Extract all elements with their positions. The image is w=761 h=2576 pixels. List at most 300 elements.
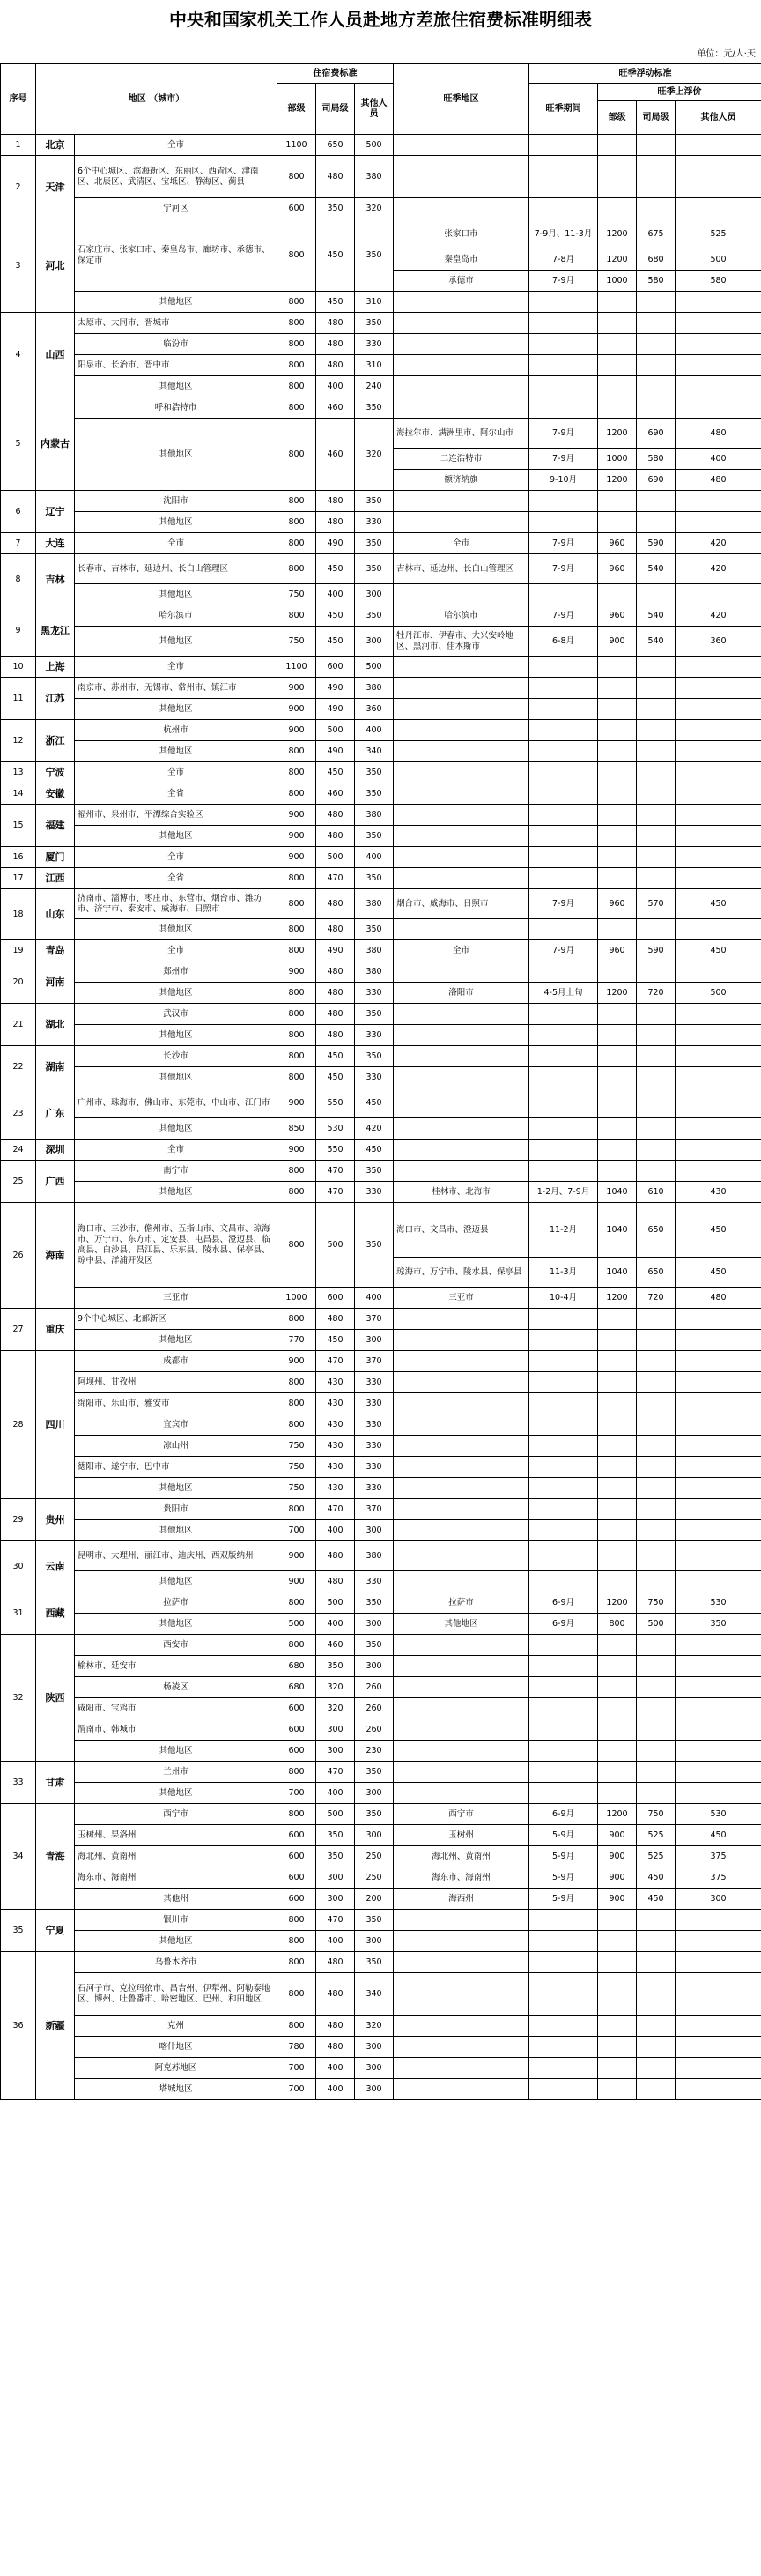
row-empty-cell [394, 334, 529, 355]
row-others: 380 [355, 156, 394, 198]
row-peak-minister: 900 [598, 1889, 637, 1910]
row-peak-region: 桂林市、北海市 [394, 1182, 529, 1203]
table-row [1, 919, 761, 940]
row-city: 其他地区 [75, 1783, 277, 1804]
row-empty-cell [598, 1118, 637, 1140]
row-empty-cell [529, 1635, 598, 1656]
row-province: 河北 [36, 219, 75, 313]
row-empty-cell [394, 868, 529, 889]
row-province: 新疆 [36, 1952, 75, 2100]
row-city: 其他地区 [75, 1614, 277, 1635]
row-empty-cell [529, 1067, 598, 1088]
row-province: 上海 [36, 657, 75, 678]
row-peak-region: 玉树州 [394, 1825, 529, 1846]
row-empty-cell [637, 1541, 676, 1571]
row-minister: 800 [277, 1414, 316, 1436]
row-empty-cell [676, 783, 761, 805]
row-empty-cell [598, 699, 637, 720]
row-peak-period: 6-9月 [529, 1614, 598, 1635]
row-empty-cell [676, 741, 761, 762]
row-bureau: 480 [316, 1541, 355, 1571]
row-city: 凉山州 [75, 1436, 277, 1457]
row-province: 贵州 [36, 1499, 75, 1541]
row-empty-cell [676, 1478, 761, 1499]
row-peak-bureau: 540 [637, 605, 676, 627]
row-empty-cell [676, 1499, 761, 1520]
row-empty-cell [529, 1931, 598, 1952]
table-row [1, 512, 761, 533]
row-city: 其他地区 [75, 1330, 277, 1351]
row-minister: 800 [277, 219, 316, 292]
row-empty-cell [637, 584, 676, 605]
row-empty-cell [637, 1067, 676, 1088]
row-empty-cell [529, 1414, 598, 1436]
row-empty-cell [637, 762, 676, 783]
row-bureau: 430 [316, 1436, 355, 1457]
row-province: 江西 [36, 868, 75, 889]
row-bureau: 500 [316, 1203, 355, 1288]
row-city: 海北州、黄南州 [75, 1846, 277, 1867]
row-city: 其他地区 [75, 1571, 277, 1592]
table-row [1, 762, 761, 783]
row-minister: 800 [277, 783, 316, 805]
row-province: 山西 [36, 313, 75, 397]
lodging-standard-table [0, 63, 761, 2100]
table-row [1, 419, 761, 449]
row-others: 330 [355, 1025, 394, 1046]
row-city: 临汾市 [75, 334, 277, 355]
table-row [1, 1541, 761, 1571]
row-bureau: 480 [316, 1952, 355, 1973]
row-empty-cell [637, 1741, 676, 1762]
row-empty-cell [676, 1719, 761, 1741]
row-empty-cell [598, 2079, 637, 2100]
row-city: 克州 [75, 2016, 277, 2037]
row-empty-cell [598, 961, 637, 983]
row-minister: 800 [277, 554, 316, 584]
unit-note: 单位：元/人·天 [697, 49, 756, 59]
row-minister: 800 [277, 1372, 316, 1393]
row-empty-cell [598, 847, 637, 868]
row-empty-cell [529, 135, 598, 156]
row-peak-region: 洛阳市 [394, 983, 529, 1004]
row-others: 380 [355, 805, 394, 826]
row-others: 330 [355, 1478, 394, 1499]
row-empty-cell [394, 1330, 529, 1351]
header-peak-minister: 部级 [598, 101, 637, 135]
row-city: 广州市、珠海市、佛山市、东莞市、中山市、江门市 [75, 1088, 277, 1118]
row-others: 310 [355, 292, 394, 313]
row-empty-cell [598, 491, 637, 512]
row-peak-region: 西宁市 [394, 1804, 529, 1825]
row-empty-cell [598, 805, 637, 826]
row-empty-cell [637, 1088, 676, 1118]
row-city: 昆明市、大理州、丽江市、迪庆州、西双版纳州 [75, 1541, 277, 1571]
table-row [1, 1118, 761, 1140]
row-bureau: 480 [316, 313, 355, 334]
row-others: 380 [355, 1541, 394, 1571]
row-minister: 800 [277, 292, 316, 313]
table-row [1, 355, 761, 376]
row-city: 其他地区 [75, 1118, 277, 1140]
row-minister: 800 [277, 533, 316, 554]
row-empty-cell [637, 1719, 676, 1741]
row-bureau: 450 [316, 1046, 355, 1067]
row-empty-cell [676, 1571, 761, 1592]
row-minister: 900 [277, 805, 316, 826]
row-minister: 800 [277, 940, 316, 961]
row-empty-cell [529, 1140, 598, 1161]
row-minister: 600 [277, 1719, 316, 1741]
table-row [1, 741, 761, 762]
row-empty-cell [637, 1698, 676, 1719]
row-empty-cell [529, 1309, 598, 1330]
row-bureau: 460 [316, 419, 355, 491]
row-bureau: 400 [316, 584, 355, 605]
row-peak-period: 5-9月 [529, 1889, 598, 1910]
row-empty-cell [529, 334, 598, 355]
row-empty-cell [394, 720, 529, 741]
row-empty-cell [598, 1656, 637, 1677]
row-empty-cell [529, 1541, 598, 1571]
row-bureau: 450 [316, 1330, 355, 1351]
row-others: 300 [355, 1520, 394, 1541]
row-minister: 1000 [277, 1288, 316, 1309]
row-city: 其他地区 [75, 1931, 277, 1952]
row-empty-cell [637, 2016, 676, 2037]
row-city: 海东市、海南州 [75, 1867, 277, 1889]
row-bureau: 650 [316, 135, 355, 156]
table-row [1, 889, 761, 919]
row-others: 350 [355, 919, 394, 940]
row-peak-period: 5-9月 [529, 1846, 598, 1867]
header-peak-float: 旺季浮动标准 [529, 64, 761, 84]
row-city: 咸阳市、宝鸡市 [75, 1698, 277, 1719]
row-others: 350 [355, 762, 394, 783]
row-empty-cell [676, 678, 761, 699]
row-city: 其他地区 [75, 741, 277, 762]
row-bureau: 480 [316, 1571, 355, 1592]
row-others: 360 [355, 699, 394, 720]
row-city: 阿坝州、甘孜州 [75, 1372, 277, 1393]
table-row [1, 1867, 761, 1889]
row-seq: 7 [1, 533, 36, 554]
row-peak-minister: 1000 [598, 449, 637, 470]
row-empty-cell [598, 783, 637, 805]
row-others: 370 [355, 1309, 394, 1330]
row-empty-cell [529, 1571, 598, 1592]
row-empty-cell [529, 720, 598, 741]
row-empty-cell [676, 1414, 761, 1436]
row-minister: 800 [277, 1393, 316, 1414]
row-empty-cell [598, 584, 637, 605]
row-bureau: 480 [316, 1309, 355, 1330]
row-minister: 750 [277, 1457, 316, 1478]
row-others: 350 [355, 491, 394, 512]
row-empty-cell [676, 961, 761, 983]
row-peak-region: 二连浩特市 [394, 449, 529, 470]
row-bureau: 450 [316, 219, 355, 292]
row-peak-bureau: 750 [637, 1804, 676, 1825]
row-empty-cell [676, 720, 761, 741]
row-empty-cell [394, 919, 529, 940]
row-minister: 600 [277, 1741, 316, 1762]
row-bureau: 450 [316, 1067, 355, 1088]
row-empty-cell [676, 847, 761, 868]
row-city: 其他地区 [75, 292, 277, 313]
row-province: 湖南 [36, 1046, 75, 1088]
row-city: 全市 [75, 657, 277, 678]
row-city: 其他地区 [75, 1067, 277, 1088]
row-empty-cell [676, 1677, 761, 1698]
row-minister: 800 [277, 491, 316, 512]
row-city: 玉树州、果洛州 [75, 1825, 277, 1846]
row-peak-minister: 960 [598, 605, 637, 627]
table-row [1, 720, 761, 741]
row-empty-cell [394, 1520, 529, 1541]
row-empty-cell [529, 847, 598, 868]
row-empty-cell [676, 657, 761, 678]
row-empty-cell [637, 1140, 676, 1161]
row-minister: 1100 [277, 657, 316, 678]
row-city: 其他地区 [75, 1520, 277, 1541]
row-city: 其他地区 [75, 826, 277, 847]
row-peak-region: 牡丹江市、伊春市、大兴安岭地区、黑河市、佳木斯市 [394, 627, 529, 657]
row-peak-period: 7-9月 [529, 271, 598, 292]
row-minister: 900 [277, 826, 316, 847]
table-row [1, 1614, 761, 1635]
row-empty-cell [637, 1478, 676, 1499]
row-peak-minister: 900 [598, 1867, 637, 1889]
row-empty-cell [637, 1952, 676, 1973]
table-row [1, 1004, 761, 1025]
row-empty-cell [676, 1741, 761, 1762]
row-peak-others: 480 [676, 419, 761, 449]
row-peak-period: 7-9月 [529, 940, 598, 961]
row-bureau: 400 [316, 376, 355, 397]
row-peak-minister: 900 [598, 1846, 637, 1867]
row-others: 400 [355, 847, 394, 868]
row-empty-cell [637, 1656, 676, 1677]
row-others: 350 [355, 605, 394, 627]
row-others: 330 [355, 512, 394, 533]
row-province: 安徽 [36, 783, 75, 805]
row-bureau: 400 [316, 2058, 355, 2079]
row-city: 拉萨市 [75, 1592, 277, 1614]
row-peak-others: 375 [676, 1867, 761, 1889]
row-bureau: 400 [316, 1931, 355, 1952]
row-seq: 4 [1, 313, 36, 397]
row-province: 湖北 [36, 1004, 75, 1046]
row-seq: 21 [1, 1004, 36, 1046]
row-minister: 800 [277, 1804, 316, 1825]
row-others: 300 [355, 1931, 394, 1952]
row-minister: 800 [277, 1592, 316, 1614]
row-city: 沈阳市 [75, 491, 277, 512]
row-bureau: 480 [316, 2016, 355, 2037]
row-peak-region: 全市 [394, 940, 529, 961]
row-empty-cell [529, 762, 598, 783]
row-empty-cell [598, 868, 637, 889]
row-minister: 800 [277, 156, 316, 198]
table-row [1, 135, 761, 156]
row-city: 长沙市 [75, 1046, 277, 1067]
row-peak-minister: 1200 [598, 1804, 637, 1825]
row-seq: 27 [1, 1309, 36, 1351]
row-peak-bureau: 525 [637, 1825, 676, 1846]
row-empty-cell [637, 1910, 676, 1931]
row-empty-cell [394, 1372, 529, 1393]
row-bureau: 480 [316, 1973, 355, 2016]
row-city: 宁河区 [75, 198, 277, 219]
row-others: 350 [355, 1161, 394, 1182]
row-empty-cell [394, 1436, 529, 1457]
row-minister: 900 [277, 1541, 316, 1571]
row-empty-cell [598, 1457, 637, 1478]
row-others: 300 [355, 1783, 394, 1804]
row-city: 其他地区 [75, 376, 277, 397]
row-city: 成都市 [75, 1351, 277, 1372]
row-peak-period: 11-3月 [529, 1258, 598, 1288]
row-minister: 1100 [277, 135, 316, 156]
row-empty-cell [637, 355, 676, 376]
row-empty-cell [637, 1677, 676, 1698]
row-minister: 680 [277, 1677, 316, 1698]
row-empty-cell [529, 491, 598, 512]
row-empty-cell [637, 135, 676, 156]
row-empty-cell [394, 1351, 529, 1372]
table-row [1, 1046, 761, 1067]
row-empty-cell [637, 2079, 676, 2100]
row-empty-cell [598, 1436, 637, 1457]
table-body [1, 135, 761, 2100]
row-city: 贵阳市 [75, 1499, 277, 1520]
row-empty-cell [637, 292, 676, 313]
table-row [1, 1067, 761, 1088]
row-empty-cell [676, 512, 761, 533]
row-province: 吉林 [36, 554, 75, 605]
row-empty-cell [676, 1161, 761, 1182]
row-city: 武汉市 [75, 1004, 277, 1025]
row-empty-cell [637, 1931, 676, 1952]
row-city: 哈尔滨市 [75, 605, 277, 627]
table-row [1, 2079, 761, 2100]
row-bureau: 490 [316, 940, 355, 961]
row-empty-cell [394, 961, 529, 983]
row-empty-cell [394, 2079, 529, 2100]
row-others: 310 [355, 355, 394, 376]
row-peak-period: 7-9月 [529, 889, 598, 919]
row-others: 300 [355, 2079, 394, 2100]
row-bureau: 430 [316, 1393, 355, 1414]
row-empty-cell [598, 826, 637, 847]
row-empty-cell [529, 1698, 598, 1719]
row-seq: 18 [1, 889, 36, 940]
row-seq: 26 [1, 1203, 36, 1309]
row-bureau: 480 [316, 2037, 355, 2058]
row-province: 甘肃 [36, 1762, 75, 1804]
row-empty-cell [637, 1025, 676, 1046]
row-others: 300 [355, 1614, 394, 1635]
row-bureau: 430 [316, 1457, 355, 1478]
row-minister: 800 [277, 1952, 316, 1973]
row-others: 300 [355, 2058, 394, 2079]
row-city: 太原市、大同市、晋城市 [75, 313, 277, 334]
row-bureau: 480 [316, 355, 355, 376]
row-province: 深圳 [36, 1140, 75, 1161]
table-row [1, 1520, 761, 1541]
row-province: 辽宁 [36, 491, 75, 533]
row-empty-cell [394, 1973, 529, 2016]
row-empty-cell [598, 1783, 637, 1804]
row-empty-cell [637, 699, 676, 720]
row-empty-cell [529, 397, 598, 419]
table-row [1, 2037, 761, 2058]
row-peak-period: 5-9月 [529, 1867, 598, 1889]
row-seq: 31 [1, 1592, 36, 1635]
row-peak-period: 9-10月 [529, 470, 598, 491]
row-empty-cell [394, 1393, 529, 1414]
row-city: 其他地区 [75, 1478, 277, 1499]
row-others: 260 [355, 1677, 394, 1698]
table-row [1, 156, 761, 198]
row-empty-cell [676, 198, 761, 219]
row-seq: 17 [1, 868, 36, 889]
row-bureau: 500 [316, 847, 355, 868]
row-city: 宜宾市 [75, 1414, 277, 1436]
row-seq: 2 [1, 156, 36, 219]
row-bureau: 320 [316, 1677, 355, 1698]
row-empty-cell [529, 1004, 598, 1025]
row-empty-cell [529, 1677, 598, 1698]
row-others: 350 [355, 1004, 394, 1025]
row-peak-others: 450 [676, 940, 761, 961]
row-empty-cell [676, 1046, 761, 1067]
row-empty-cell [598, 1741, 637, 1762]
table-row [1, 2016, 761, 2037]
row-empty-cell [676, 491, 761, 512]
row-others: 350 [355, 1762, 394, 1783]
row-empty-cell [529, 1118, 598, 1140]
row-empty-cell [529, 961, 598, 983]
row-empty-cell [529, 156, 598, 198]
row-empty-cell [394, 1088, 529, 1118]
row-minister: 800 [277, 919, 316, 940]
row-others: 380 [355, 940, 394, 961]
row-bureau: 480 [316, 889, 355, 919]
row-peak-bureau: 675 [637, 219, 676, 249]
row-empty-cell [598, 919, 637, 940]
row-empty-cell [676, 355, 761, 376]
row-minister: 800 [277, 1499, 316, 1520]
row-empty-cell [394, 1698, 529, 1719]
row-empty-cell [637, 868, 676, 889]
row-empty-cell [598, 1330, 637, 1351]
row-minister: 800 [277, 1931, 316, 1952]
row-seq: 28 [1, 1351, 36, 1499]
row-empty-cell [637, 1457, 676, 1478]
row-empty-cell [637, 198, 676, 219]
row-city: 其他地区 [75, 627, 277, 657]
row-minister: 500 [277, 1614, 316, 1635]
row-empty-cell [637, 1046, 676, 1067]
row-empty-cell [676, 1457, 761, 1478]
row-bureau: 470 [316, 1161, 355, 1182]
row-bureau: 400 [316, 2079, 355, 2100]
row-peak-region: 海北州、黄南州 [394, 1846, 529, 1867]
row-city: 其他地区 [75, 983, 277, 1004]
row-empty-cell [676, 1025, 761, 1046]
